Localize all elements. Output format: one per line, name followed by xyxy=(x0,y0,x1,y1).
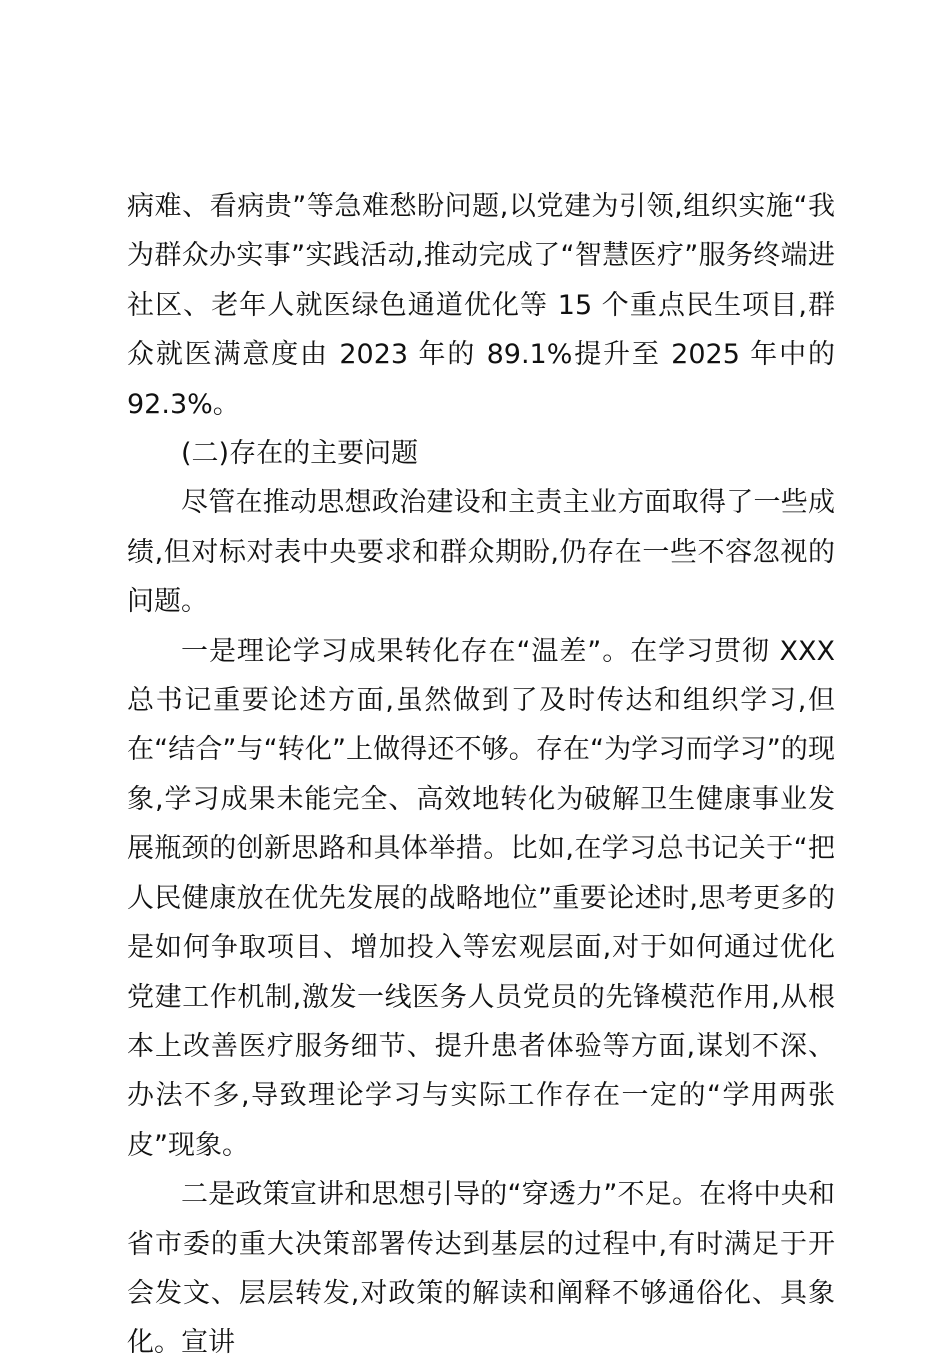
paragraph-problem-two: 二是政策宣讲和思想引导的“穿透力”不足。在将中央和省市委的重大决策部署传达到基层的过程中,有时满足于开会发文、层层转发,对政策的解读和阐释不够通俗化、具象化。宣讲 xyxy=(127,1179,835,1359)
paragraph-continued-achievements: 病难、看病贵”等急难愁盼问题,以党建为引领,组织实施“我为群众办实事”实践活动,推动完成了“智慧医疗”服务终端进社区、老年人就医绿色通道优化等 15 个重点民生项目,群众就医满意度由 2023 年的 89.1%提升至 2025 年中的 92.3%。 xyxy=(127,191,835,420)
section-heading-main-problems: (二)存在的主要问题 xyxy=(181,438,419,470)
paragraph-problems-intro: 尽管在推动思想政治建设和主责主业方面取得了一些成绩,但对标对表中央要求和群众期盼,仍存在一些不容忽视的问题。 xyxy=(127,487,835,618)
paragraph-problem-one: 一是理论学习成果转化存在“温差”。在学习贯彻 XXX 总书记重要论述方面,虽然做到了及时传达和组织学习,但在“结合”与“转化”上做得还不够。存在“为学习而学习”的现象,学习成果未能完全、高效地转化为破解卫生健康事业发展瓶颈的创新思路和具体举措。比如,在学习总书记关于“把人民健康放在优先发展的战略地位”重要论述时,思考更多的是如何争取项目、增加投入等宏观层面,对于如何通过优化党建工作机制,激发一线医务人员党员的先锋模范作用,从根本上改善医疗服务细节、提升患者体验等方面,谋划不深、办法不多,导致理论学习与实际工作存在一定的“学用两张皮”现象。 xyxy=(127,635,835,1161)
document-body xyxy=(127,182,835,1368)
